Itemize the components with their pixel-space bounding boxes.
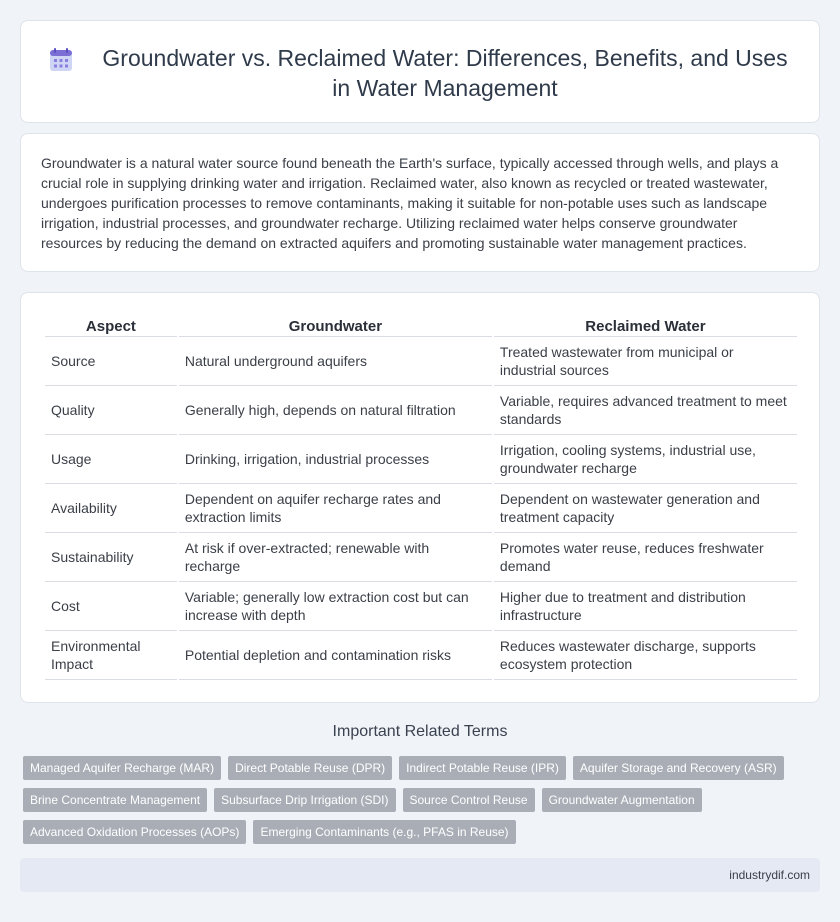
tag-brine[interactable]: Brine Concentrate Management: [23, 788, 207, 812]
row-aspect: Environmental Impact: [45, 631, 177, 680]
row-aspect: Cost: [45, 582, 177, 631]
comparison-table-card: [20, 292, 820, 703]
table-row: [45, 582, 797, 631]
calendar-grid-icon: [47, 46, 75, 74]
row-reclaimed: Irrigation, cooling systems, industrial use, groundwater recharge: [494, 435, 797, 484]
footer: [20, 858, 820, 892]
row-groundwater: Dependent on aquifer recharge rates and extraction limits: [179, 484, 492, 533]
table-row: [45, 337, 797, 386]
page-title: Groundwater vs. Reclaimed Water: Differences, Benefits, and Uses in Water Management: [102, 45, 788, 101]
row-reclaimed: Promotes water reuse, reduces freshwater demand: [494, 533, 797, 582]
header-groundwater: Groundwater: [179, 315, 492, 337]
tag-source-control[interactable]: Source Control Reuse: [403, 788, 535, 812]
row-reclaimed: Dependent on wastewater generation and treatment capacity: [494, 484, 797, 533]
table-row: [45, 484, 797, 533]
row-reclaimed: Treated wastewater from municipal or industrial sources: [494, 337, 797, 386]
row-reclaimed: Higher due to treatment and distribution infrastructure: [494, 582, 797, 631]
row-groundwater: Variable; generally low extraction cost but can increase with depth: [179, 582, 492, 631]
table-row: [45, 435, 797, 484]
row-aspect: Usage: [45, 435, 177, 484]
header-aspect: Aspect: [45, 315, 177, 337]
header-card: [20, 20, 820, 123]
row-aspect: Quality: [45, 386, 177, 435]
related-terms-title: Important Related Terms: [332, 723, 508, 740]
table-row: [45, 386, 797, 435]
header-reclaimed-water: Reclaimed Water: [494, 315, 797, 337]
row-aspect: Sustainability: [45, 533, 177, 582]
tag-dpr[interactable]: Direct Potable Reuse (DPR): [228, 756, 392, 780]
related-terms-tags: [23, 756, 823, 844]
table-row: [45, 631, 797, 680]
footer-site-link[interactable]: industrydif.com: [729, 868, 810, 882]
tag-emerging-contaminants[interactable]: Emerging Contaminants (e.g., PFAS in Reuse): [253, 820, 515, 844]
intro-paragraph: Groundwater is a natural water source found beneath the Earth's surface, typically accessed through wells, and plays a crucial role in supplying drinking water and irrigation. Reclaimed water, also known as recycled or treated wastewater, undergoes purification processes to remove contaminants, making it suitable for non-potable uses such as landscape irrigation, industrial processes, and groundwater recharge. Utilizing reclaimed water helps conserve groundwater resources by reducing the demand on extracted aquifers and promoting sustainable water management practices.: [41, 155, 779, 251]
intro-card: [20, 133, 820, 272]
row-reclaimed: Reduces wastewater discharge, supports ecosystem protection: [494, 631, 797, 680]
tag-ipr[interactable]: Indirect Potable Reuse (IPR): [399, 756, 566, 780]
tag-mar[interactable]: Managed Aquifer Recharge (MAR): [23, 756, 221, 780]
tag-aops[interactable]: Advanced Oxidation Processes (AOPs): [23, 820, 246, 844]
row-aspect: Source: [45, 337, 177, 386]
row-groundwater: Generally high, depends on natural filtration: [179, 386, 492, 435]
row-groundwater: At risk if over-extracted; renewable with recharge: [179, 533, 492, 582]
comparison-table: [43, 315, 799, 680]
tag-sdi[interactable]: Subsurface Drip Irrigation (SDI): [214, 788, 395, 812]
tag-augmentation[interactable]: Groundwater Augmentation: [542, 788, 702, 812]
tag-asr[interactable]: Aquifer Storage and Recovery (ASR): [573, 756, 784, 780]
row-groundwater: Natural underground aquifers: [179, 337, 492, 386]
table-row: [45, 533, 797, 582]
row-groundwater: Potential depletion and contamination risks: [179, 631, 492, 680]
row-groundwater: Drinking, irrigation, industrial processes: [179, 435, 492, 484]
row-reclaimed: Variable, requires advanced treatment to meet standards: [494, 386, 797, 435]
table-header-row: [45, 315, 797, 337]
row-aspect: Availability: [45, 484, 177, 533]
